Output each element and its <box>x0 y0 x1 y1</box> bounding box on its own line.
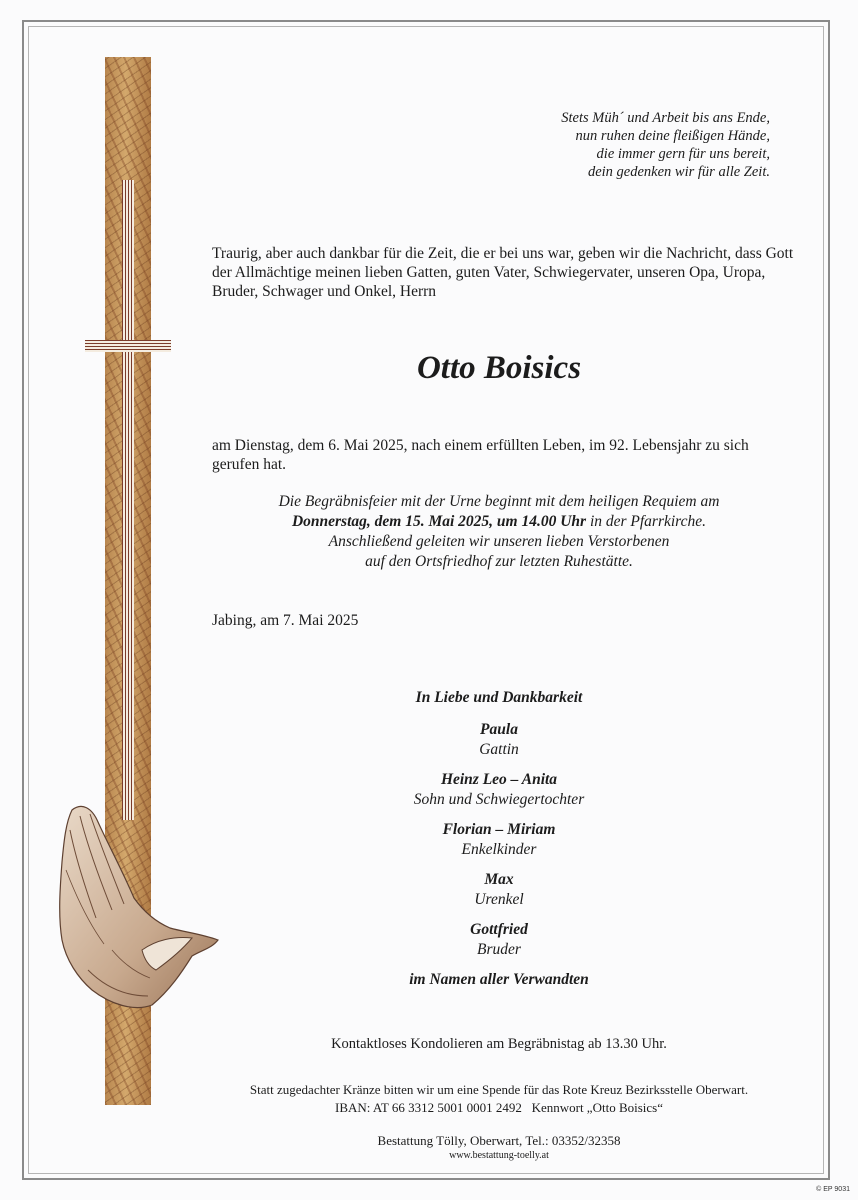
mourner-name: Paula <box>480 721 518 738</box>
mourner-group <box>212 920 786 960</box>
mourners-heading: In Liebe und Dankbarkeit <box>415 689 583 706</box>
cross-vertical-stripes <box>122 180 134 820</box>
mourner-group <box>212 770 786 810</box>
funeral-line: Anschließend geleiten wir unseren lieben Verstorbenen <box>328 533 670 550</box>
donation-iban: IBAN: AT 66 3312 5001 0001 2492 Kennwort „Otto Boisics“ <box>335 1100 663 1115</box>
place-date: Jabing, am 7. Mai 2025 <box>212 612 359 629</box>
funeral-date: Donnerstag, dem 15. Mai 2025, um 14.00 Uhr <box>291 513 587 530</box>
condolence-note: Kontaktloses Kondolieren am Begräbnistag ab 13.30 Uhr. <box>331 1036 667 1052</box>
verse <box>450 109 770 181</box>
intro-text: Traurig, aber auch dankbar für die Zeit, die er bei uns war, geben wir die Nachricht, dass Gott der Allmächtige meinen lieben Gatten, guten Vater, Schwiegervater, unseren Opa, Uropa, Bruder, Schwager und Onkel, Herrn <box>212 245 794 300</box>
mourners-list <box>212 688 786 990</box>
mourner-name: Heinz Leo – Anita <box>440 771 558 788</box>
donation-line: Statt zugedachter Kränze bitten wir um eine Spende für das Rote Kreuz Bezirksstelle Oberwart. <box>249 1082 749 1097</box>
mourner-role: Bruder <box>477 941 521 958</box>
donation-note <box>212 1081 786 1117</box>
funeral-date-line <box>212 512 786 532</box>
undertaker-contact: Bestattung Tölly, Oberwart, Tel.: 03352/32358 <box>377 1133 621 1148</box>
praying-hands-icon <box>52 800 222 1015</box>
funeral-info <box>212 492 786 572</box>
verse-line: nun ruhen deine fleißigen Hände, <box>575 128 770 144</box>
mourner-name: Florian – Miriam <box>442 821 556 838</box>
funeral-line: auf den Ortsfriedhof zur letzten Ruhestätte. <box>365 553 633 570</box>
verse-line: dein gedenken wir für alle Zeit. <box>587 164 770 180</box>
mourner-name: Max <box>484 871 514 888</box>
mourner-role: Urenkel <box>474 891 524 908</box>
mourner-name: Gottfried <box>470 921 528 938</box>
death-notice: am Dienstag, dem 6. Mai 2025, nach einem erfüllten Leben, im 92. Lebensjahr zu sich gerufen hat. <box>212 437 749 473</box>
mourners-closing: im Namen aller Verwandten <box>409 971 589 988</box>
mourner-group <box>212 820 786 860</box>
undertaker-info <box>212 1132 786 1162</box>
mourner-group <box>212 720 786 760</box>
mourner-role: Sohn und Schwiegertochter <box>413 791 585 808</box>
mourner-role: Gattin <box>479 741 519 758</box>
verse-line: die immer gern für uns bereit, <box>596 146 770 162</box>
cross-horizontal-bar <box>85 340 171 352</box>
verse-line: Stets Müh´ und Arbeit bis ans Ende, <box>561 110 770 126</box>
mourner-group <box>212 870 786 910</box>
deceased-name: Otto Boisics <box>416 350 582 386</box>
print-code: © EP 9031 <box>816 1186 850 1193</box>
funeral-location: in der Pfarrkirche. <box>586 513 707 530</box>
funeral-line: Die Begräbnisfeier mit der Urne beginnt mit dem heiligen Requiem am <box>278 493 720 510</box>
undertaker-website: www.bestattung-toelly.at <box>449 1150 549 1161</box>
mourner-role: Enkelkinder <box>461 841 537 858</box>
